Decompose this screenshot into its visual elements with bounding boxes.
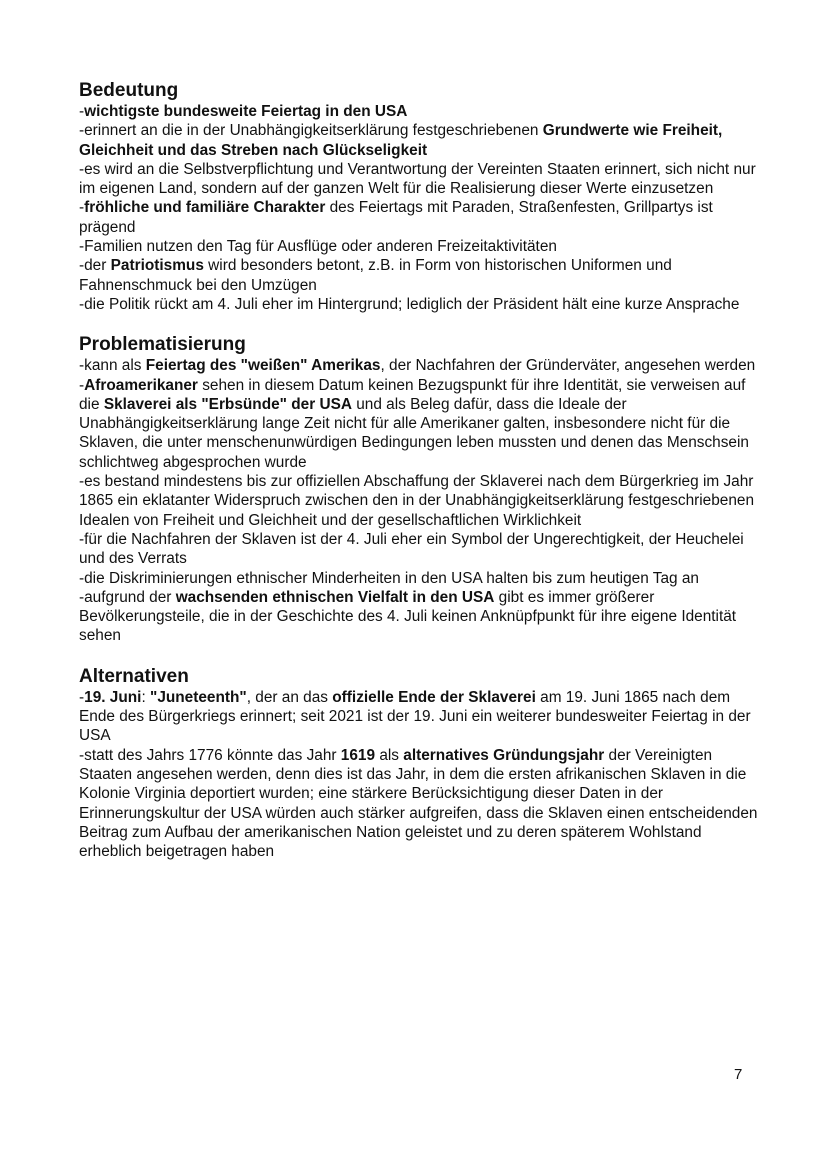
text-run: - <box>79 103 85 120</box>
text-run: der Vereinigten Staaten angesehen werden, denn dies ist das Jahr, in dem die ersten afrikanischen Sklaven in die Kolonie Virginia deportiert wurden; eine stärkere Berücksichtigung dieser Daten in der Erinnerungskultur der USA würden auch stärker aufgreifen, dass die Sklaven einen entscheidenden Beitrag zum Aufbau der amerikanischen Nation geleistet und zu deren späterem Wohlstand erheblich beigetragen haben <box>79 746 758 861</box>
text-run: wird besonders betont, z.B. in Form von historischen Uniformen und Fahnenschmuck bei den Umzügen <box>79 257 672 294</box>
section-problematisierung <box>79 334 759 645</box>
text-run: - <box>79 688 85 706</box>
bold-text: wachsenden ethnischen Vielfalt in den USA <box>175 588 495 606</box>
bullet-paragraph <box>79 121 759 160</box>
text-run: - <box>79 376 85 394</box>
text-run: am 19. Juni 1865 nach dem Ende des Bürgerkriegs erinnert; seit 2021 ist der 19. Juni ein weiterer bundesweiter Feiertag in der USA <box>79 688 751 745</box>
bullet-paragraph <box>79 588 759 646</box>
text-run: , der Nachfahren der Gründerväter, angesehen werden <box>380 357 756 375</box>
bullet-paragraph <box>79 102 759 121</box>
bullet-paragraph <box>79 295 759 314</box>
bold-text: 19. Juni <box>84 688 142 706</box>
text-run: -Familien nutzen den Tag für Ausflüge oder anderen Freizeitaktivitäten <box>79 238 557 256</box>
section-bedeutung <box>79 80 759 314</box>
section-heading: Bedeutung <box>79 80 179 101</box>
text-run: -aufgrund der <box>79 588 176 606</box>
bullet-paragraph <box>79 530 759 569</box>
bold-text: Afroamerikaner <box>84 376 198 394</box>
bold-text: 1619 <box>340 746 376 764</box>
bold-text: alternatives Gründungsjahr <box>403 746 605 764</box>
text-run: -es wird an die Selbstverpflichtung und Verantwortung der Vereinten Staaten erinnert, sich nicht nur im eigenen Land, sondern auf der ganzen Welt für die Realisierung dieser Werte einzusetzen <box>79 160 756 198</box>
text-run: des Feiertags mit Paraden, Straßenfesten, Grillpartys ist prägend <box>79 199 713 236</box>
bullet-paragraph <box>79 356 759 375</box>
bullet-paragraph <box>79 256 759 295</box>
bullet-paragraph <box>79 198 759 237</box>
text-run: sehen in diesem Datum keinen Bezugspunkt für ihre Identität, sie verweisen auf die <box>79 376 746 413</box>
text-run: : <box>141 688 151 706</box>
bullet-paragraph <box>79 688 759 746</box>
text-run: als <box>375 746 404 764</box>
text-run: -statt des Jahrs 1776 könnte das Jahr <box>79 746 341 764</box>
text-run: -es bestand mindestens bis zur offiziellen Abschaffung der Sklaverei nach dem Bürgerkrieg im Jahr 1865 ein eklatanter Widerspruch zwischen den in der Unabhängigkeitserklärung festgeschriebenen Idealen von Freiheit und Gleichheit und der gesellschaftlichen Wirklichkeit <box>79 473 755 529</box>
section-body <box>79 688 759 862</box>
bold-text: fröhliche und familiäre Charakter <box>84 199 326 217</box>
bold-text: wichtigste bundesweite Feiertag in den USA <box>84 103 408 120</box>
text-run: -der <box>79 257 111 275</box>
section-body <box>79 356 759 645</box>
text-run: -die Diskriminierungen ethnischer Minderheiten in den USA halten bis zum heutigen Tag an <box>79 569 699 587</box>
document-page <box>79 80 759 861</box>
bullet-paragraph <box>79 746 759 862</box>
section-heading: Alternativen <box>79 665 189 687</box>
section-alternativen <box>79 666 759 862</box>
bullet-paragraph <box>79 569 759 588</box>
text-run: -erinnert an die in der Unabhängigkeitserklärung festgeschriebenen <box>79 122 543 140</box>
text-run: -die Politik rückt am 4. Juli eher im Hintergrund; lediglich der Präsident hält eine kurze Ansprache <box>79 295 740 313</box>
section-body <box>79 102 759 314</box>
text-run: - <box>79 199 85 217</box>
section-heading: Problematisierung <box>79 334 246 356</box>
text-run: -für die Nachfahren der Sklaven ist der 4. Juli eher ein Symbol der Ungerechtigkeit, der Heuchelei und des Verrats <box>79 530 744 568</box>
bold-text: Patriotismus <box>110 257 204 275</box>
bold-text: offizielle Ende der Sklaverei <box>332 688 536 706</box>
bold-text: Feiertag des "weißen" Amerikas <box>145 357 381 375</box>
text-run: gibt es immer größerer Bevölkerungsteile, die in der Geschichte des 4. Juli keinen Anknüpfpunkt für ihre eigene Identität sehen <box>79 588 737 645</box>
text-run: , der an das <box>246 688 333 706</box>
bullet-paragraph <box>79 376 759 472</box>
bold-text: Sklaverei als "Erbsünde" der USA <box>103 395 352 413</box>
bullet-paragraph <box>79 237 759 256</box>
text-run: und als Beleg dafür, dass die Ideale der Unabhängigkeitserklärung lange Zeit nicht für alle Amerikaner galten, insbesondere nicht für die Sklaven, die unter menschenunwürdigen Bedingungen leben mussten und denen das Menschsein schlichtweg abgesprochen wurde <box>79 395 749 471</box>
page-number: 7 <box>734 1066 743 1083</box>
text-run: -kann als <box>79 357 146 375</box>
bullet-paragraph <box>79 160 759 199</box>
bold-text: Grundwerte wie Freiheit, Gleichheit und das Streben nach Glückseligkeit <box>79 122 723 159</box>
bold-text: "Juneteenth" <box>150 688 247 706</box>
bullet-paragraph <box>79 472 759 530</box>
